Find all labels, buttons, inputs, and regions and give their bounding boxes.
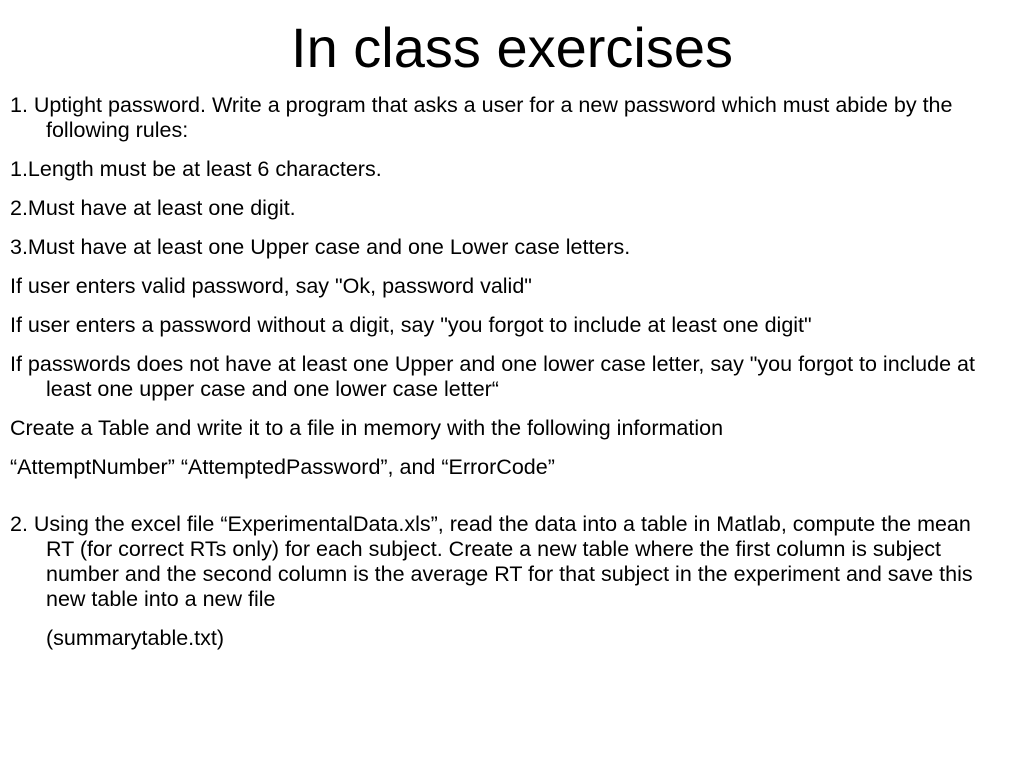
table-instruction: Create a Table and write it to a file in memory with the following information xyxy=(10,416,724,440)
rule-3: 3.Must have at least one Upper case and one Lower case letters. xyxy=(10,235,631,259)
valid-password-message: If user enters valid password, say "Ok, password valid" xyxy=(10,274,532,298)
spacer xyxy=(10,494,1000,512)
exercise-2: 2. Using the excel file “ExperimentalData.xls”, read the data into a table in Matlab, compute the mean RT (for correct RTs only) for each subject. Create a new table where the first column is subject number and the second column is the average RT for that subject in the experiment and save this new table into a new file xyxy=(10,512,973,611)
slide-title: In class exercises xyxy=(291,16,733,79)
summary-filename: (summarytable.txt) xyxy=(46,626,225,650)
rule-1: 1.Length must be at least 6 characters. xyxy=(10,157,382,181)
missing-digit-message: If user enters a password without a digit, say "you forgot to include at least one digit" xyxy=(10,313,812,337)
rule-2: 2.Must have at least one digit. xyxy=(10,196,296,220)
missing-case-message: If passwords does not have at least one Upper and one lower case letter, say "you forgot to include at least one upper case and one lower case letter“ xyxy=(10,352,975,401)
exercise-1-intro: 1. Uptight password. Write a program that asks a user for a new password which must abide by the following rules: xyxy=(10,93,953,142)
slide-body xyxy=(10,93,1000,651)
table-columns: “AttemptNumber” “AttemptedPassword”, and “ErrorCode” xyxy=(10,455,555,479)
